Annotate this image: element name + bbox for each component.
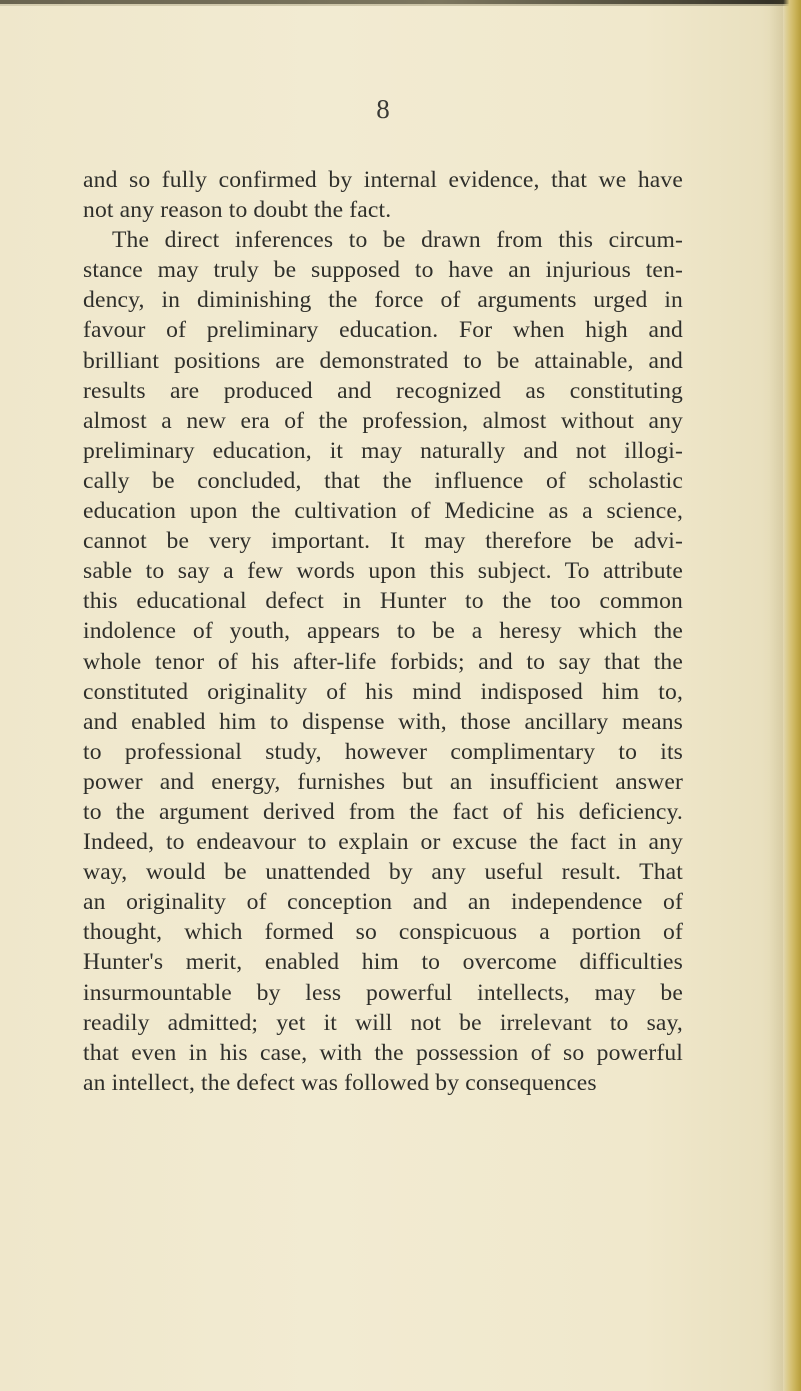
text-line: to the argument derived from the fact of his deficiency. xyxy=(83,798,683,825)
text-line: an originality of conception and an independence of xyxy=(83,889,683,916)
text-line: sable to say a few words upon this subject. To attribute xyxy=(83,558,683,585)
text-line: and so fully confirmed by internal evidence, that we have xyxy=(83,167,683,193)
text-line: brilliant positions are demonstrated to be attainable, and xyxy=(83,347,683,374)
text-line: Indeed, to endeavour to explain or excuse the fact in any xyxy=(83,829,683,856)
text-line: preliminary education, it may naturally and not illogi- xyxy=(83,437,683,464)
text-line: to professional study, however complimentary to its xyxy=(83,738,683,765)
page-number: 8 xyxy=(376,94,390,124)
text-line: readily admitted; yet it will not be irrelevant to say, xyxy=(83,1009,683,1036)
text-line: that even in his case, with the possession of so powerful xyxy=(83,1039,683,1066)
text-line: and enabled him to dispense with, those ancillary means xyxy=(83,708,683,735)
text-line: cally be concluded, that the influence of scholastic xyxy=(83,467,683,494)
page-edge xyxy=(783,0,801,1391)
text-line: almost a new era of the profession, almost without any xyxy=(83,407,683,434)
text-line: power and energy, furnishes but an insufficient answer xyxy=(83,768,683,795)
text-line: this educational defect in Hunter to the too common xyxy=(83,588,683,615)
text-line: The direct inferences to be drawn from this circum- xyxy=(112,227,683,254)
text-line: whole tenor of his after-life forbids; and to say that the xyxy=(83,648,683,675)
text-line: results are produced and recognized as constituting xyxy=(83,377,683,404)
text-line: not any reason to doubt the fact. xyxy=(83,197,392,224)
text-line: way, would be unattended by any useful result. That xyxy=(83,859,683,886)
text-line: education upon the cultivation of Medicine as a science, xyxy=(83,498,683,525)
body-text xyxy=(83,165,683,1098)
text-line: an intellect, the defect was followed by consequences xyxy=(83,1069,597,1096)
text-line: indolence of youth, appears to be a heresy which the xyxy=(83,618,683,645)
text-line: stance may truly be supposed to have an injurious ten- xyxy=(83,257,683,284)
text-line: favour of preliminary education. For when high and xyxy=(83,317,683,344)
top-edge-shadow xyxy=(0,4,801,6)
text-line: cannot be very important. It may therefore be advi- xyxy=(83,528,683,555)
text-line: insurmountable by less powerful intellects, may be xyxy=(83,979,683,1006)
text-line: constituted originality of his mind indisposed him to, xyxy=(83,678,683,705)
text-line: dency, in diminishing the force of arguments urged in xyxy=(83,287,683,314)
text-line: thought, which formed so conspicuous a portion of xyxy=(83,919,683,946)
text-line: Hunter's merit, enabled him to overcome difficulties xyxy=(83,949,683,976)
gutter-shadow xyxy=(769,0,783,1391)
